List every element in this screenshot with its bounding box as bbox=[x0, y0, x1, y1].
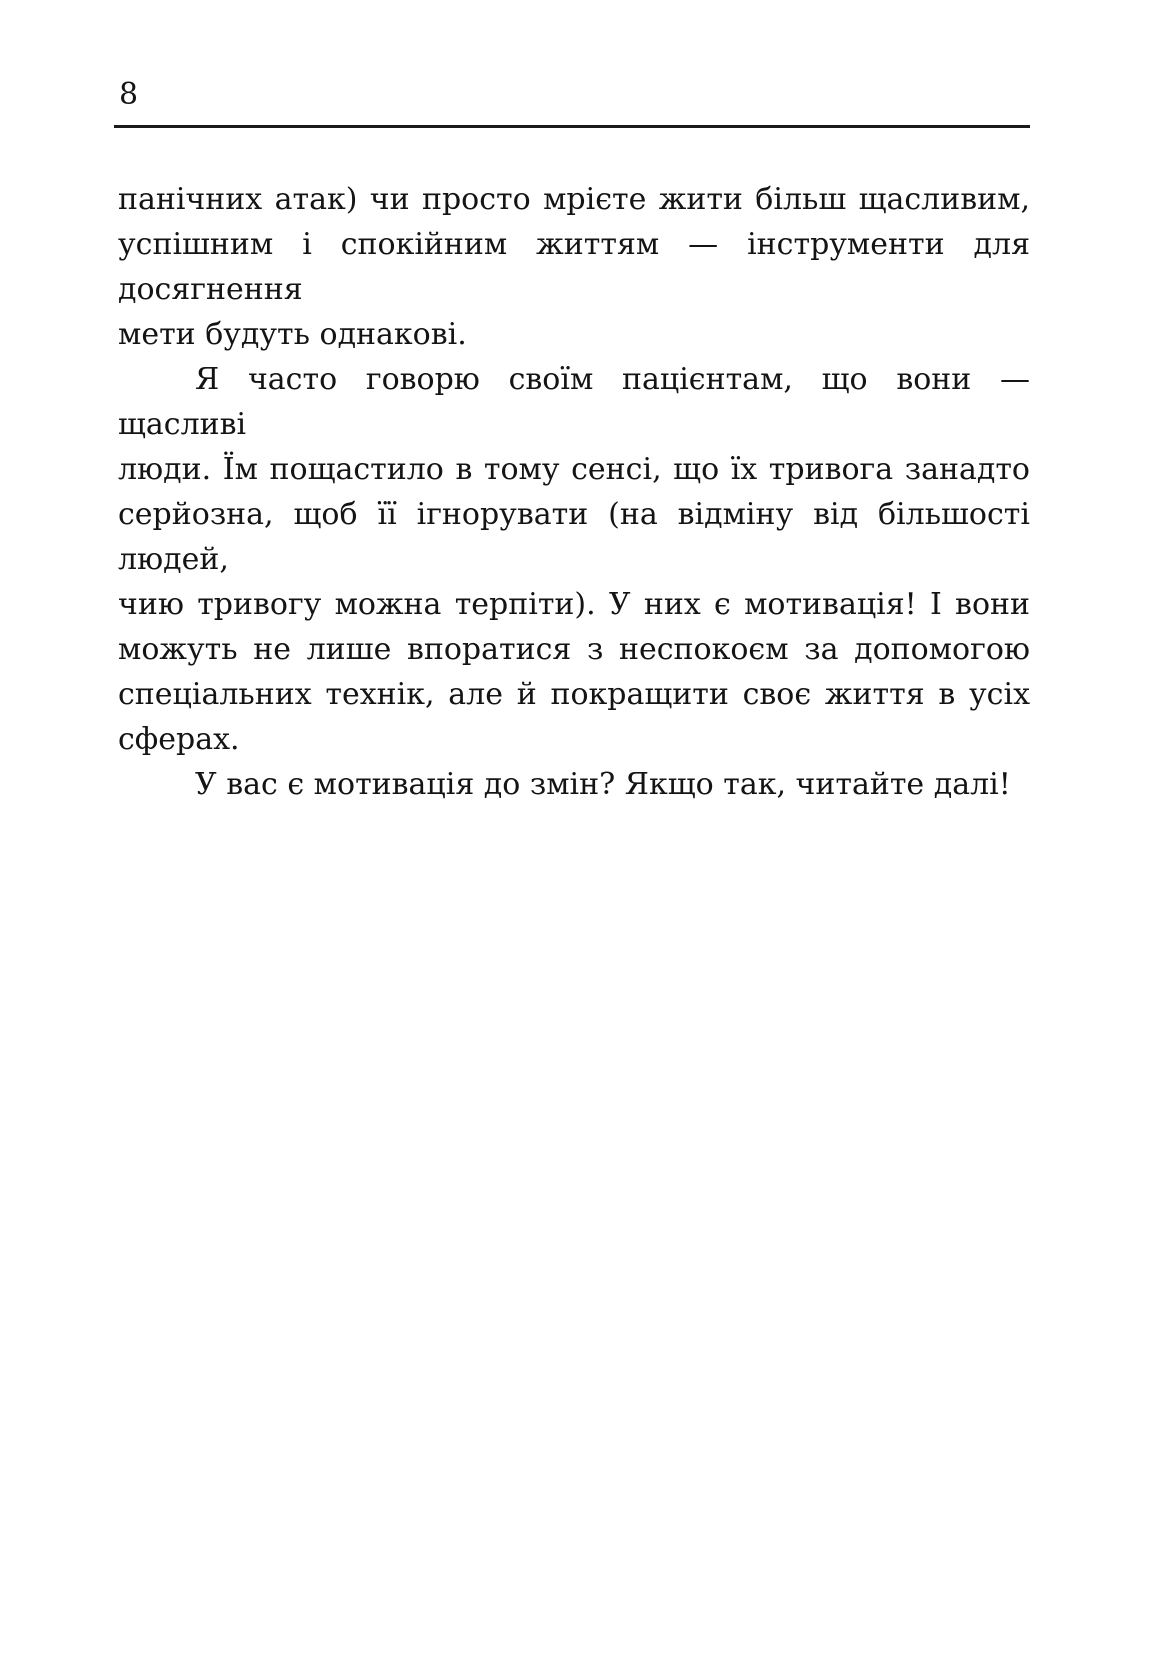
text-line: Я часто говорю своїм пацієнтам, що вони — щасливі bbox=[118, 362, 1030, 442]
page-number: 8 bbox=[119, 77, 139, 112]
text-line: успішним і спокійним життям — інструменти для досягнення bbox=[118, 227, 1030, 307]
text-line: люди. Їм пощастило в тому сенсі, що їх тривога занадто bbox=[118, 452, 1030, 487]
text-line: серйозна, щоб її ігнорувати (на відміну від більшості людей, bbox=[118, 497, 1030, 577]
text-line: панічних атак) чи просто мрієте жити більш щасливим, bbox=[118, 182, 1030, 217]
text-line: У вас є мотивація до змін? Якщо так, читайте далі! bbox=[195, 767, 1011, 802]
text-line: сферах. bbox=[118, 722, 240, 757]
text-line: можуть не лише впоратися з неспокоєм за допомогою bbox=[118, 632, 1030, 667]
text-line: чию тривогу можна терпіти). У них є мотивація! І вони bbox=[118, 587, 1030, 622]
text-line: спеціальних технік, але й покращити своє життя в усіх bbox=[118, 677, 1030, 712]
text-line: мети будуть однакові. bbox=[118, 317, 467, 352]
header-rule bbox=[114, 125, 1030, 128]
body-text bbox=[118, 177, 1030, 807]
